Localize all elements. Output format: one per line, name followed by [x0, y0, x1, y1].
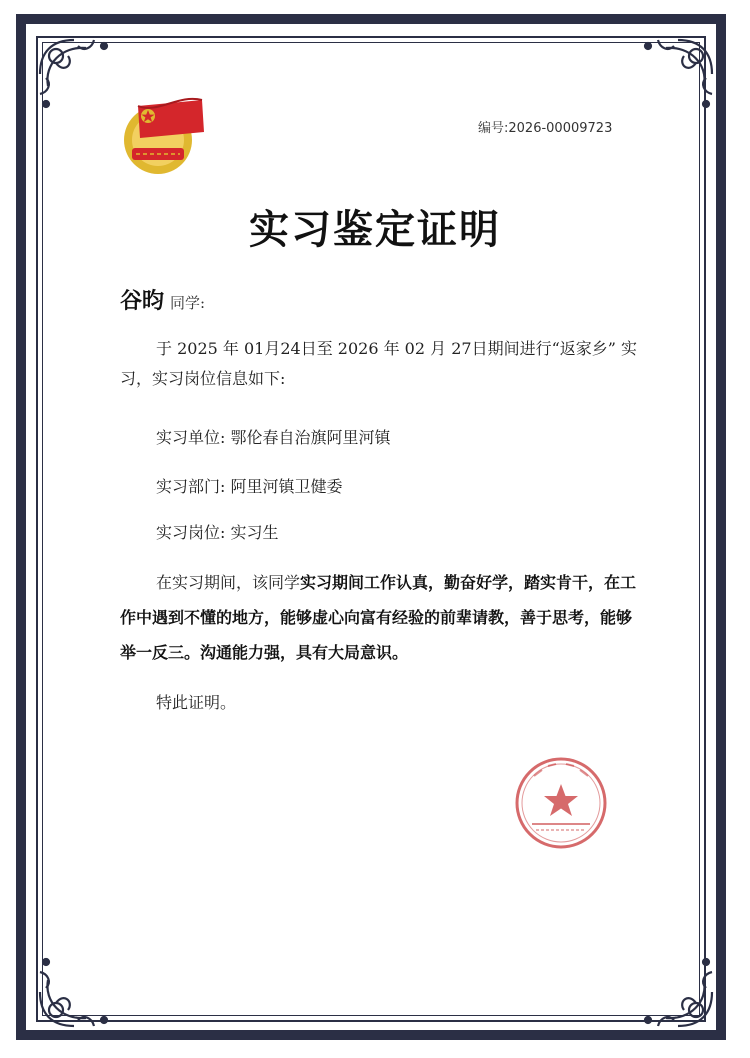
corner-ornament-icon	[634, 948, 718, 1032]
intro-paragraph	[120, 334, 650, 394]
student-name: 谷昀	[120, 288, 165, 314]
department-value: 阿里河镇卫健委	[230, 477, 343, 496]
unit-label: 实习单位:	[156, 428, 226, 447]
name-suffix: 同学:	[170, 294, 206, 312]
unit-value: 鄂伦春自治旗阿里河镇	[230, 428, 391, 447]
certificate-title: 实习鉴定证明	[249, 206, 501, 253]
serial-label: 编号:	[478, 121, 509, 136]
corner-ornament-icon	[34, 948, 118, 1032]
department-row	[156, 474, 343, 497]
inner-border-thin	[42, 42, 700, 1016]
position-label: 实习岗位:	[156, 523, 226, 542]
recipient-line	[120, 284, 205, 315]
evaluation-lead: 在实习期间，该同学	[156, 573, 301, 592]
position-row	[156, 520, 279, 543]
evaluation-body: 实习期间工作认真，勤奋好学，踏实肯干，在工作中遇到不懂的地方，能够虚心向富有经验的前辈请教，善于思考，能够举一反三。沟通能力强，具有大局意识。	[120, 573, 637, 662]
serial-value: 2026-00009723	[508, 121, 613, 136]
unit-row	[156, 425, 391, 448]
intro-text: 于 2025 年 01月24日至 2026 年 02 月 27日期间进行“返家乡” 实习，实习岗位信息如下:	[120, 339, 638, 388]
youth-league-emblem-icon	[118, 88, 208, 180]
department-label: 实习部门:	[156, 477, 226, 496]
serial-number	[478, 117, 612, 136]
closing-statement: 特此证明。	[156, 693, 237, 712]
position-value: 实习生	[230, 523, 279, 542]
evaluation-paragraph	[120, 565, 645, 670]
official-seal-icon	[512, 754, 610, 852]
corner-ornament-icon	[34, 34, 118, 118]
corner-ornament-icon	[634, 34, 718, 118]
